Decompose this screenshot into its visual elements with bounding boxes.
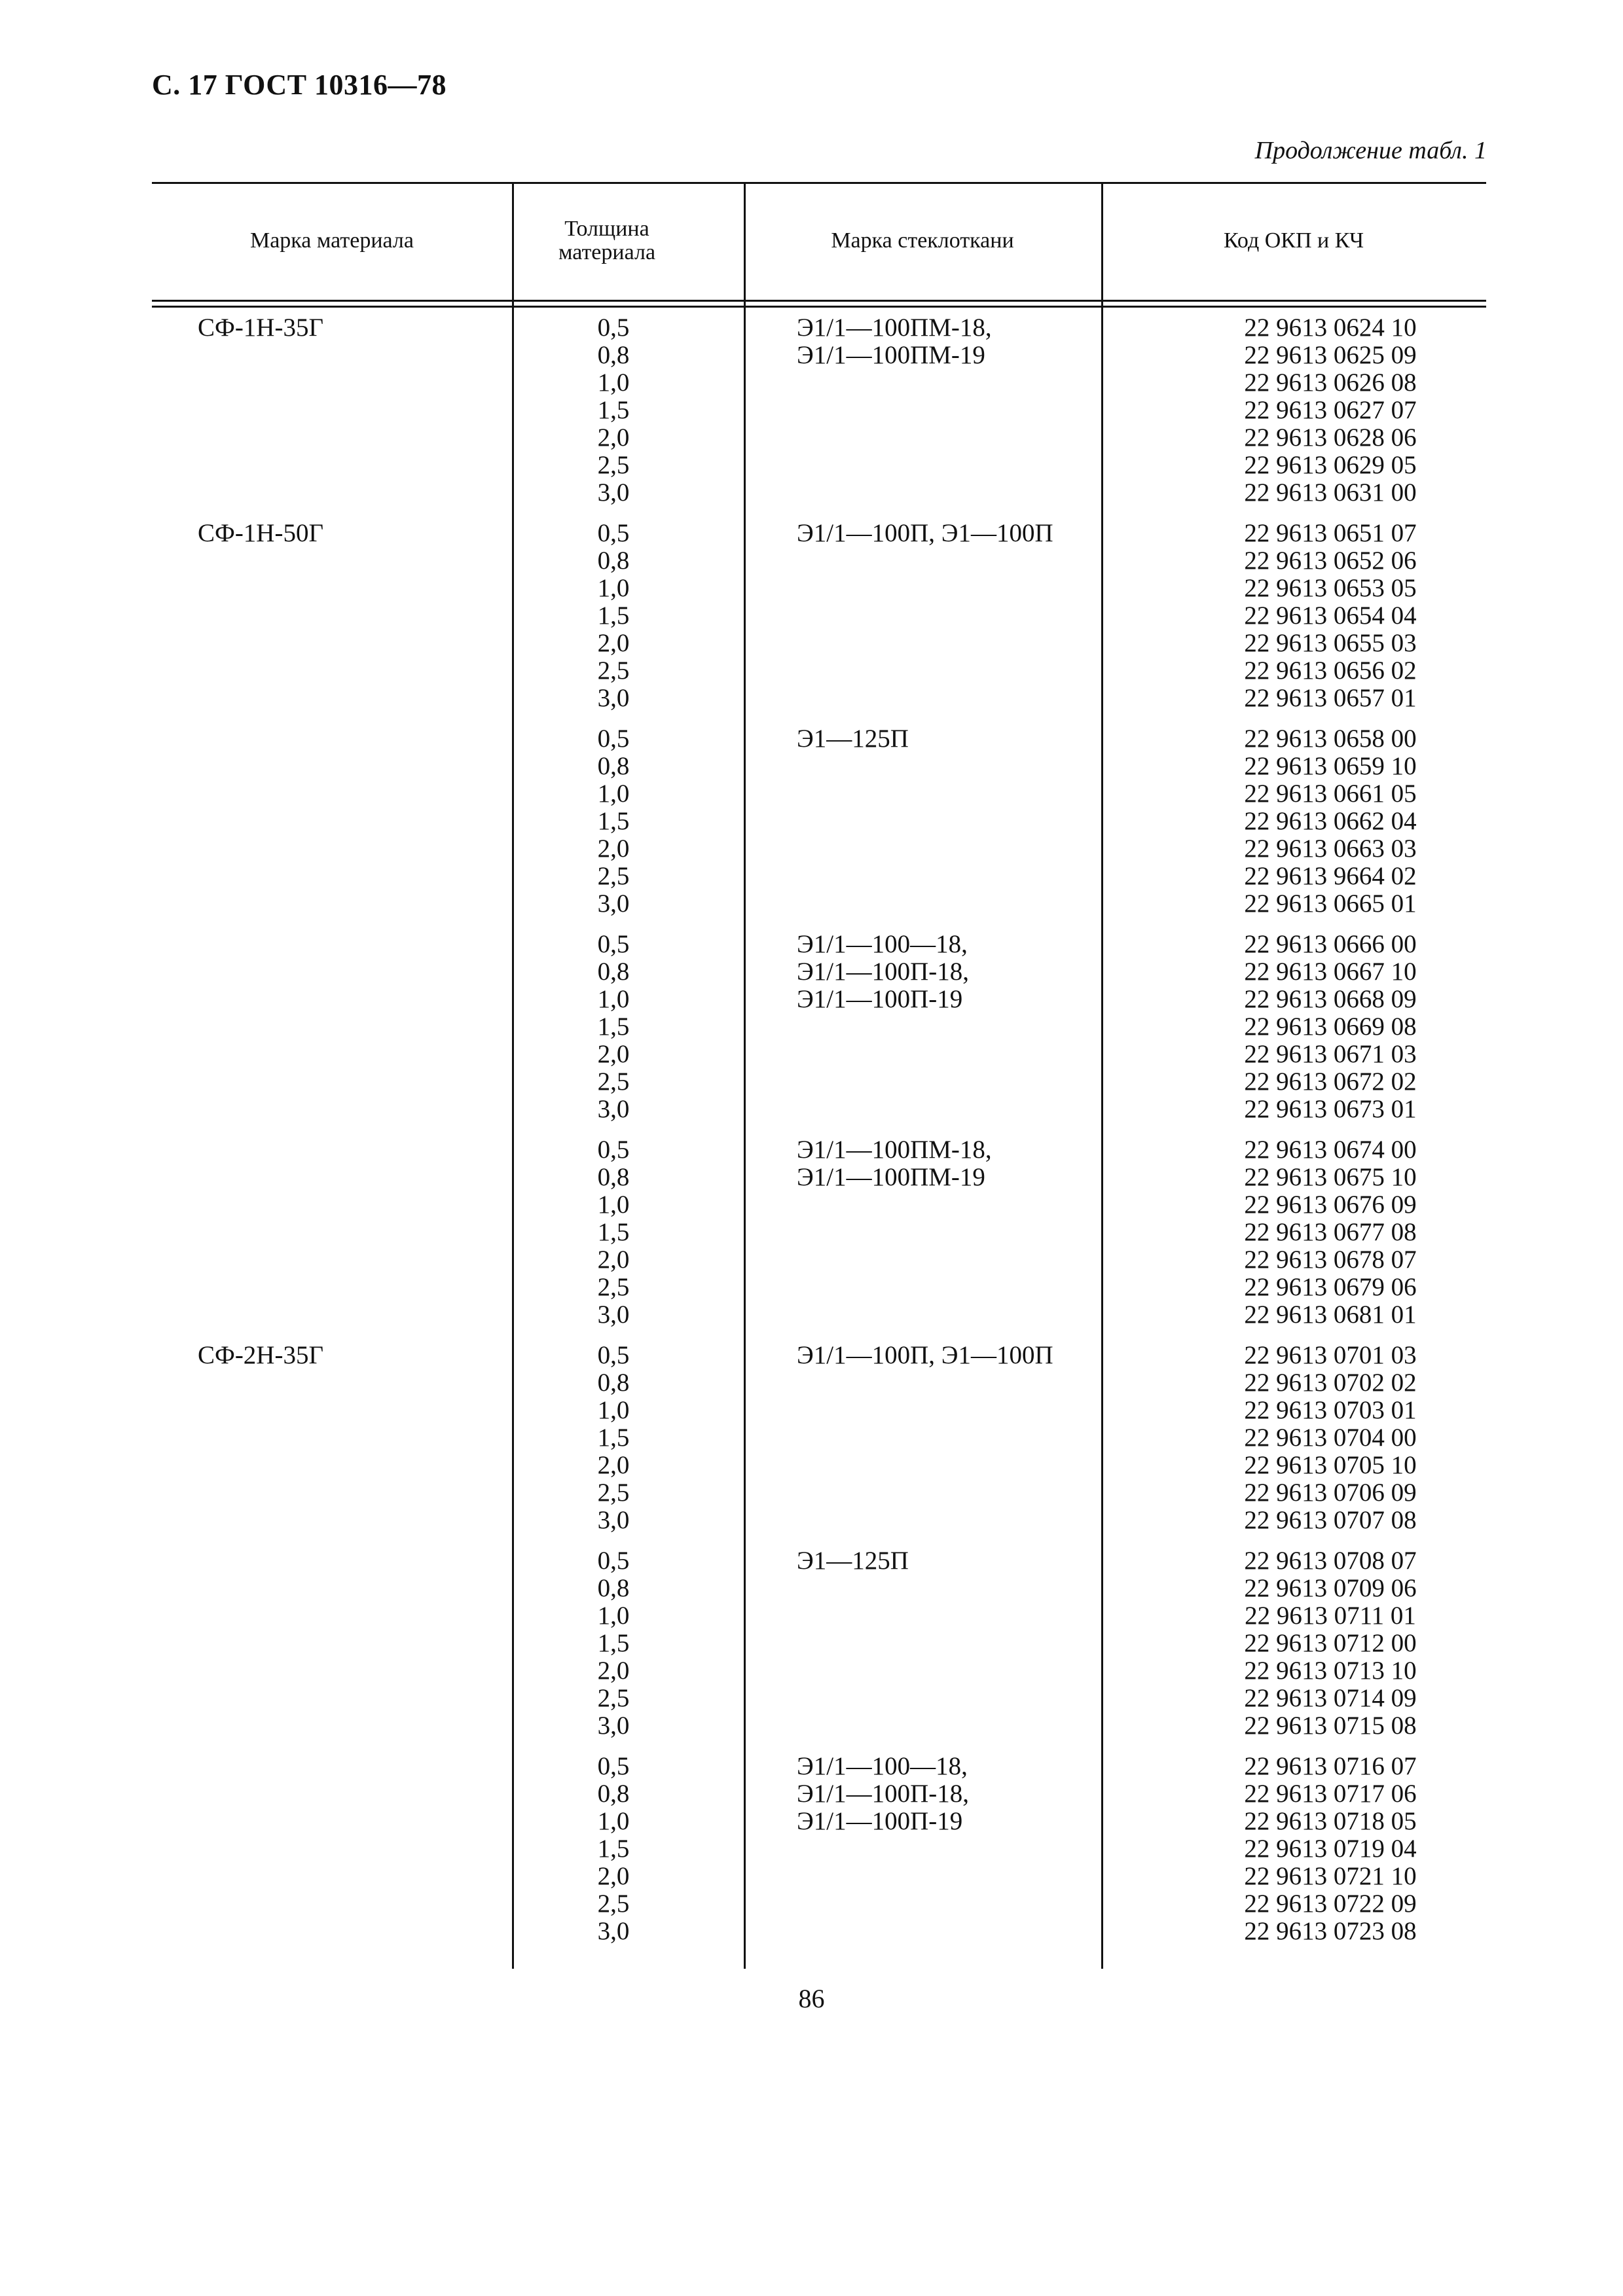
code-cell xyxy=(1193,1753,1468,1945)
code-cell-line: 22 9613 0667 10 xyxy=(1244,958,1417,986)
thickness-cell-line: 0,5 xyxy=(597,519,630,547)
code-cell-line: 22 9613 0714 09 xyxy=(1244,1684,1417,1712)
code-cell-line: 22 9613 0716 07 xyxy=(1244,1752,1417,1780)
thickness-cell-line: 3,0 xyxy=(597,478,630,507)
thickness-cell-line: 2,5 xyxy=(597,1890,630,1918)
material-label xyxy=(198,1547,505,1575)
code-cell xyxy=(1193,931,1468,1123)
code-cell-line: 22 9613 0704 00 xyxy=(1244,1424,1417,1452)
code-cell-line: 22 9613 0656 02 xyxy=(1244,656,1417,685)
material-cell xyxy=(198,931,505,958)
code-cell-line: 22 9613 0661 05 xyxy=(1244,780,1417,808)
thickness-cell-line: 0,8 xyxy=(597,547,630,575)
code-cell-line: 22 9613 0702 02 xyxy=(1244,1369,1417,1397)
thickness-cell-line: 3,0 xyxy=(597,1917,630,1945)
code-cell-line: 22 9613 0681 01 xyxy=(1244,1300,1417,1329)
fabric-cell xyxy=(797,1342,1124,1369)
code-cell-line: 22 9613 0713 10 xyxy=(1244,1657,1417,1685)
thickness-cell-line: 0,5 xyxy=(597,1341,630,1369)
fabric-cell xyxy=(797,1753,1124,1835)
code-cell-line: 22 9613 0712 00 xyxy=(1244,1629,1417,1657)
thickness-cell-line: 2,5 xyxy=(597,1067,630,1096)
code-cell-line: 22 9613 0707 08 xyxy=(1244,1506,1417,1534)
material-cell xyxy=(198,1136,505,1164)
code-cell-line: 22 9613 0723 08 xyxy=(1244,1917,1417,1945)
table-row-group xyxy=(152,717,1486,918)
fabric-cell-line: Э1/1—100П, Э1—100П xyxy=(797,1341,1053,1369)
thickness-cell-line: 1,5 xyxy=(597,807,630,835)
thickness-cell-line: 2,0 xyxy=(597,1451,630,1479)
thickness-cell-line: 3,0 xyxy=(597,1300,630,1329)
table-body xyxy=(152,306,1486,1945)
code-cell-line: 22 9613 0721 10 xyxy=(1244,1862,1417,1890)
table-row-group xyxy=(152,1334,1486,1534)
material-label xyxy=(198,1753,505,1780)
page-number: 86 xyxy=(798,1984,825,2013)
fabric-cell xyxy=(797,931,1124,1013)
fabric-cell-line: Э1/1—100ПМ-18, xyxy=(797,314,992,342)
thickness-cell-line: 1,0 xyxy=(597,1396,630,1424)
thickness-cell xyxy=(519,1136,708,1329)
code-cell-line: 22 9613 0665 01 xyxy=(1244,889,1417,918)
thickness-cell-line: 0,8 xyxy=(597,1369,630,1397)
fabric-cell-line: Э1/1—100ПМ-19 xyxy=(797,341,985,369)
thickness-cell-line: 1,0 xyxy=(597,574,630,602)
code-cell-line: 22 9613 0663 03 xyxy=(1244,834,1417,863)
fabric-cell xyxy=(797,1547,1124,1575)
thickness-cell-line: 3,0 xyxy=(597,1506,630,1534)
thickness-cell xyxy=(519,1342,708,1534)
thickness-cell-line: 2,5 xyxy=(597,1479,630,1507)
thickness-cell-line: 0,8 xyxy=(597,1163,630,1191)
thickness-cell xyxy=(519,314,708,507)
column-header-thickness: Толщина материала xyxy=(558,217,656,264)
code-cell-line: 22 9613 0705 10 xyxy=(1244,1451,1417,1479)
thickness-cell xyxy=(519,725,708,918)
code-cell xyxy=(1193,1136,1468,1329)
thickness-cell-line: 2,0 xyxy=(597,1657,630,1685)
fabric-cell xyxy=(797,725,1124,753)
thickness-cell-line: 1,5 xyxy=(597,1835,630,1863)
code-cell-line: 22 9613 0651 07 xyxy=(1244,519,1417,547)
fabric-cell-line: Э1/1—100—18, xyxy=(797,1752,968,1780)
code-cell-line: 22 9613 0658 00 xyxy=(1244,725,1417,753)
code-cell xyxy=(1193,1342,1468,1534)
code-cell-line: 22 9613 0671 03 xyxy=(1244,1040,1417,1068)
code-cell-line: 22 9613 0719 04 xyxy=(1244,1835,1417,1863)
material-cell xyxy=(198,1753,505,1780)
thickness-cell xyxy=(519,931,708,1123)
code-cell-line: 22 9613 0629 05 xyxy=(1244,451,1417,479)
fabric-cell-line: Э1—125П xyxy=(797,1547,909,1575)
code-cell xyxy=(1193,1547,1468,1740)
column-header-material: Марка материала xyxy=(249,228,414,253)
material-label: СФ-1Н-50Г xyxy=(198,519,324,547)
thickness-cell-line: 1,5 xyxy=(597,396,630,424)
code-cell-line: 22 9613 0662 04 xyxy=(1244,807,1417,835)
code-cell-line: 22 9613 0657 01 xyxy=(1244,684,1417,712)
code-cell-line: 22 9613 0628 06 xyxy=(1244,423,1417,452)
thickness-cell-line: 2,5 xyxy=(597,1684,630,1712)
code-cell-line: 22 9613 0678 07 xyxy=(1244,1246,1417,1274)
thickness-cell-line: 3,0 xyxy=(597,1712,630,1740)
code-cell-line: 22 9613 0666 00 xyxy=(1244,930,1417,958)
thickness-cell-line: 1,0 xyxy=(597,1602,630,1630)
code-cell-line: 22 9613 0627 07 xyxy=(1244,396,1417,424)
material-label xyxy=(198,1136,505,1164)
fabric-cell-line: Э1/1—100—18, xyxy=(797,930,968,958)
material-cell xyxy=(198,1342,505,1369)
code-cell-line: 22 9613 0675 10 xyxy=(1244,1163,1417,1191)
thickness-cell-line: 2,5 xyxy=(597,451,630,479)
fabric-cell-line: Э1—125П xyxy=(797,725,909,753)
fabric-cell-line: Э1/1—100П-19 xyxy=(797,1807,963,1835)
code-cell-line: 22 9613 0669 08 xyxy=(1244,1013,1417,1041)
fabric-cell-line: Э1/1—100П-18, xyxy=(797,958,969,986)
thickness-cell-line: 2,5 xyxy=(597,1273,630,1301)
data-table xyxy=(152,182,1486,1969)
code-cell-line: 22 9613 0652 06 xyxy=(1244,547,1417,575)
thickness-cell-line: 0,5 xyxy=(597,1547,630,1575)
page-title: С. 17 ГОСТ 10316—78 xyxy=(152,69,447,101)
material-label xyxy=(198,725,505,753)
fabric-cell-line: Э1/1—100П-19 xyxy=(797,985,963,1013)
thickness-cell-line: 3,0 xyxy=(597,684,630,712)
thickness-cell-line: 0,8 xyxy=(597,752,630,780)
table-row-group xyxy=(152,512,1486,712)
code-cell-line: 22 9613 0708 07 xyxy=(1244,1547,1417,1575)
material-label: СФ-1Н-35Г xyxy=(198,314,324,342)
code-cell-line: 22 9613 0631 00 xyxy=(1244,478,1417,507)
thickness-cell-line: 2,0 xyxy=(597,1862,630,1890)
code-cell-line: 22 9613 0672 02 xyxy=(1244,1067,1417,1096)
thickness-cell-line: 2,0 xyxy=(597,423,630,452)
code-cell-line: 22 9613 0654 04 xyxy=(1244,601,1417,630)
code-cell-line: 22 9613 0717 06 xyxy=(1244,1780,1417,1808)
code-cell-line: 22 9613 0659 10 xyxy=(1244,752,1417,780)
code-cell-line: 22 9613 0718 05 xyxy=(1244,1807,1417,1835)
thickness-cell-line: 0,5 xyxy=(597,314,630,342)
thickness-cell-line: 0,5 xyxy=(597,930,630,958)
material-cell xyxy=(198,520,505,547)
thickness-cell-line: 1,5 xyxy=(597,1424,630,1452)
header-bottom-rule xyxy=(152,300,1486,302)
fabric-cell xyxy=(797,1136,1124,1191)
fabric-cell xyxy=(797,520,1124,547)
thickness-cell-line: 2,0 xyxy=(597,834,630,863)
thickness-cell-line: 2,5 xyxy=(597,656,630,685)
thickness-cell-line: 0,5 xyxy=(597,1136,630,1164)
code-cell-line: 22 9613 0676 09 xyxy=(1244,1191,1417,1219)
code-cell-line: 22 9613 9664 02 xyxy=(1244,862,1417,890)
code-cell-line: 22 9613 0624 10 xyxy=(1244,314,1417,342)
code-cell-line: 22 9613 0625 09 xyxy=(1244,341,1417,369)
fabric-cell xyxy=(797,314,1124,369)
code-cell-line: 22 9613 0655 03 xyxy=(1244,629,1417,657)
column-header-code: Код ОКП и КЧ xyxy=(1223,228,1364,253)
fabric-cell-line: Э1/1—100ПМ-19 xyxy=(797,1163,985,1191)
thickness-cell-line: 0,5 xyxy=(597,1752,630,1780)
thickness-cell-line: 1,5 xyxy=(597,1013,630,1041)
thickness-cell-line: 0,5 xyxy=(597,725,630,753)
fabric-cell-line: Э1/1—100ПМ-18, xyxy=(797,1136,992,1164)
code-cell-line: 22 9613 0668 09 xyxy=(1244,985,1417,1013)
material-cell xyxy=(198,314,505,342)
fabric-cell-line: Э1/1—100П, Э1—100П xyxy=(797,519,1053,547)
code-cell-line: 22 9613 0673 01 xyxy=(1244,1095,1417,1123)
code-cell-line: 22 9613 0703 01 xyxy=(1244,1396,1417,1424)
thickness-cell-line: 0,8 xyxy=(597,1780,630,1808)
material-label xyxy=(198,931,505,958)
thickness-cell-line: 1,0 xyxy=(597,368,630,397)
code-cell-line: 22 9613 0626 08 xyxy=(1244,368,1417,397)
table-row-group xyxy=(152,1539,1486,1740)
table-continuation-label: Продолжение табл. 1 xyxy=(1254,137,1487,164)
thickness-cell-line: 2,0 xyxy=(597,1040,630,1068)
code-cell-line: 22 9613 0653 05 xyxy=(1244,574,1417,602)
thickness-cell-line: 2,0 xyxy=(597,1246,630,1274)
thickness-cell-line: 3,0 xyxy=(597,889,630,918)
thickness-cell-line: 3,0 xyxy=(597,1095,630,1123)
thickness-cell-line: 1,0 xyxy=(597,1807,630,1835)
thickness-cell-line: 0,8 xyxy=(597,958,630,986)
code-cell xyxy=(1193,725,1468,918)
code-cell-line: 22 9613 0715 08 xyxy=(1244,1712,1417,1740)
table-row-group xyxy=(152,923,1486,1123)
table-row-group xyxy=(152,306,1486,507)
code-cell xyxy=(1193,520,1468,712)
thickness-cell-line: 1,0 xyxy=(597,1191,630,1219)
material-cell xyxy=(198,725,505,753)
thickness-cell-line: 1,5 xyxy=(597,1629,630,1657)
code-cell-line: 22 9613 0701 03 xyxy=(1244,1341,1417,1369)
code-cell-line: 22 9613 0674 00 xyxy=(1244,1136,1417,1164)
fabric-cell-line: Э1/1—100П-18, xyxy=(797,1780,969,1808)
code-cell-line: 22 9613 0722 09 xyxy=(1244,1890,1417,1918)
thickness-cell-line: 1,5 xyxy=(597,601,630,630)
code-cell-line: 22 9613 0677 08 xyxy=(1244,1218,1417,1246)
thickness-cell-line: 1,0 xyxy=(597,780,630,808)
code-cell-line: 22 9613 0679 06 xyxy=(1244,1273,1417,1301)
thickness-cell-line: 2,5 xyxy=(597,862,630,890)
table-row-group xyxy=(152,1745,1486,1945)
column-header-fabric: Марка стеклоткани xyxy=(831,228,1014,253)
table-row-group xyxy=(152,1128,1486,1329)
thickness-cell xyxy=(519,1547,708,1740)
thickness-cell-line: 2,0 xyxy=(597,629,630,657)
code-cell-line: 22 9613 0709 06 xyxy=(1244,1574,1417,1602)
material-label: СФ-2Н-35Г xyxy=(198,1341,324,1369)
code-cell-line: 22 9613 0706 09 xyxy=(1244,1479,1417,1507)
thickness-cell xyxy=(519,1753,708,1945)
thickness-cell-line: 1,5 xyxy=(597,1218,630,1246)
material-cell xyxy=(198,1547,505,1575)
thickness-cell-line: 0,8 xyxy=(597,341,630,369)
code-cell xyxy=(1193,314,1468,507)
code-cell-line: 22 9613 0711 01 xyxy=(1245,1602,1416,1630)
thickness-cell xyxy=(519,520,708,712)
thickness-cell-line: 0,8 xyxy=(597,1574,630,1602)
thickness-cell-line: 1,0 xyxy=(597,985,630,1013)
